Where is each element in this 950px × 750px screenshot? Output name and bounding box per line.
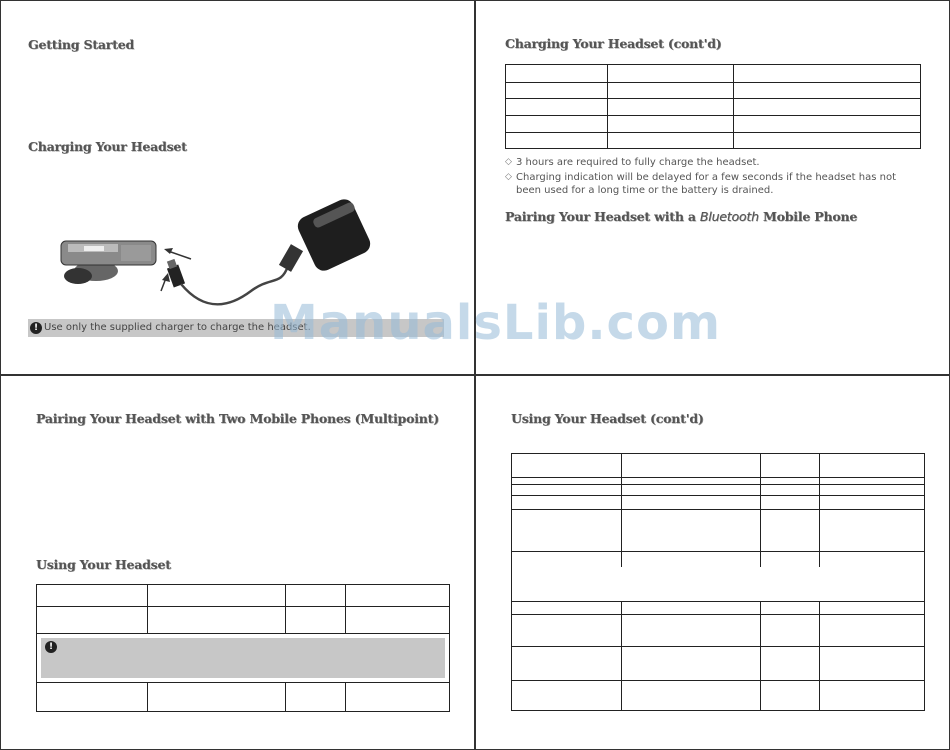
charging-illustration — [56, 196, 386, 311]
table-row — [506, 99, 921, 116]
using-contd-table — [511, 453, 926, 711]
page-multipoint — [0, 375, 475, 750]
note-box — [41, 638, 445, 678]
list-item: ◇ 3 hours are required to fully charge the headset. — [505, 157, 760, 168]
using-headset-table — [36, 584, 450, 712]
using-contd-heading: Using Your Headset (cont'd) — [511, 411, 704, 426]
table-row — [506, 116, 921, 133]
pairing-heading: Pairing Your Headset with a Bluetooth Mobile Phone — [505, 209, 858, 224]
exclamation-icon: ! — [30, 322, 42, 334]
table-row — [506, 65, 921, 83]
using-headset-heading: Using Your Headset — [36, 557, 171, 572]
charging-notes — [505, 156, 921, 199]
watermark: ManualsLib.com — [270, 295, 721, 351]
table-row — [506, 83, 921, 99]
page-using-contd — [475, 375, 950, 750]
table-row — [37, 607, 450, 634]
charging-contd-heading: Charging Your Headset (cont'd) — [505, 36, 722, 51]
exclamation-icon: ! — [45, 641, 57, 653]
table-row — [37, 634, 450, 683]
charging-heading: Charging Your Headset — [28, 139, 187, 154]
table-row — [506, 133, 921, 149]
table-row — [37, 683, 450, 712]
charger-warning-text: Use only the supplied charger to charge the headset. — [44, 322, 311, 333]
charging-status-table — [505, 64, 921, 149]
multipoint-heading: Pairing Your Headset with Two Mobile Phones (Multipoint) — [36, 411, 439, 426]
getting-started-heading: Getting Started — [28, 37, 135, 52]
headset-image — [61, 241, 156, 284]
list-item: ◇ Charging indication will be delayed for a few seconds if the headset has not been used for a long time or the battery is drained. — [505, 172, 896, 196]
charger-image — [295, 196, 374, 274]
table-row — [37, 585, 450, 607]
